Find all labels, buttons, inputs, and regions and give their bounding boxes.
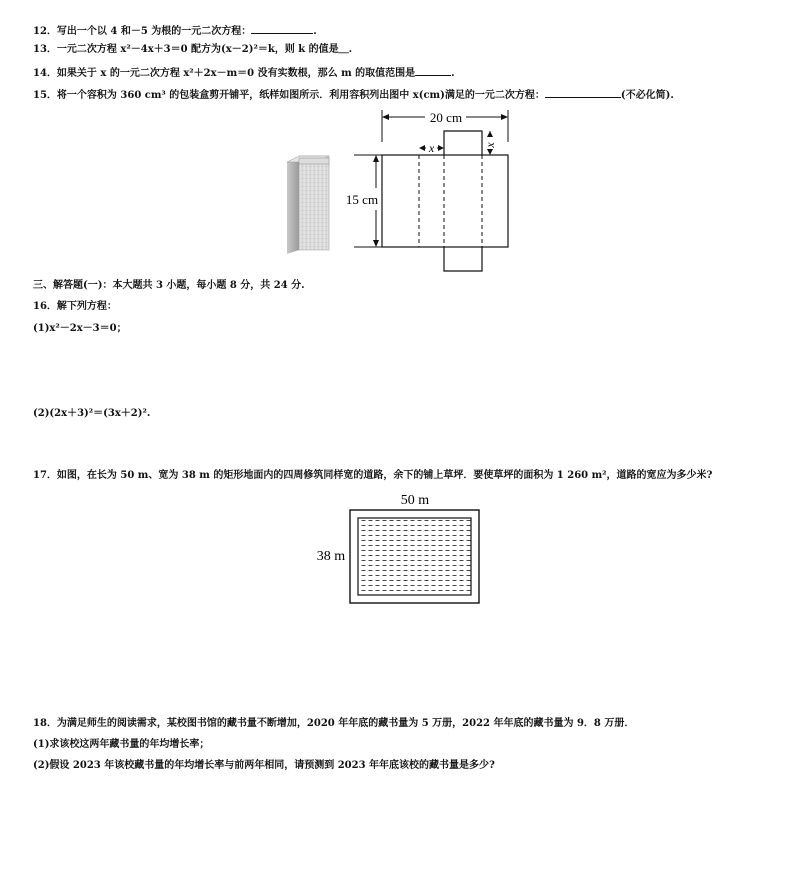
- box-net-diagram: [330, 104, 520, 274]
- q14-suffix: .: [451, 68, 455, 79]
- x-vert-arrow-top: [487, 131, 493, 137]
- question-12: [33, 22, 317, 39]
- question-16-part-2: [33, 407, 150, 421]
- question-18: [33, 717, 634, 731]
- x-vertical-label: x: [483, 142, 497, 148]
- section-3-text: 三、解答题(一)：本大题共 3 小题，每小题 8 分，共 24 分.: [33, 280, 305, 291]
- arrowhead-bottom: [373, 240, 379, 247]
- q13-text: 13．一元二次方程 x²－4x＋3＝0 配方为(x－2)²＝k，则 k 的值是＿.: [33, 44, 353, 55]
- q16-part1-text: (1)x²－2x－3＝0；: [33, 323, 127, 334]
- question-14: [33, 64, 455, 81]
- q15-text: 15．将一个容积为 360 cm³ 的包装盒剪开铺平，纸样如图所示．利用容积列出图中 x(cm)满足的一元二次方程：: [33, 90, 545, 101]
- field-diagram: [305, 488, 490, 606]
- net-main-rect: [382, 155, 508, 247]
- q16-part2-text: (2)(2x＋3)²＝(3x＋2)².: [33, 408, 151, 419]
- box-lid-flap: [299, 158, 329, 164]
- question-17: [33, 469, 712, 483]
- net-top-flap: [444, 131, 482, 155]
- q14-text: 14．如果关于 x 的一元二次方程 x²＋2x－m＝0 没有实数根，那么 m 的取值范围是: [33, 68, 416, 79]
- arrowhead-left: [382, 114, 389, 120]
- x-label: x: [428, 141, 435, 155]
- arrowhead-top: [373, 155, 379, 162]
- q17-text: 17．如图，在长为 50 m、宽为 38 m 的矩形地面内的四周修筑同样宽的道路，余下的铺上草坪．要使草坪的面积为 1 260 m²，道路的宽应为多少米?: [33, 470, 713, 481]
- answer-blank: [251, 22, 313, 34]
- net-bottom-flap: [444, 247, 482, 271]
- answer-blank: [415, 64, 451, 76]
- height-label: 15 cm: [345, 192, 379, 207]
- q16-title-text: 16．解下列方程：: [33, 301, 117, 312]
- x-vert-arrow-bottom: [487, 149, 493, 155]
- question-13: [33, 43, 352, 57]
- q18-text: 18．为满足师生的阅读需求，某校图书馆的藏书量不断增加，2020 年年底的藏书量为 5 万册，2022 年年底的藏书量为 9．8 万册．: [33, 718, 635, 729]
- width-label: 20 cm: [429, 110, 463, 125]
- arrowhead-right: [501, 114, 508, 120]
- question-16-title: [33, 300, 117, 314]
- q18-part1-text: (1)求该校这两年藏书量的年均增长率；: [33, 739, 210, 750]
- section-3-heading: [33, 279, 305, 293]
- length-label: 50 m: [400, 493, 430, 508]
- q15-suffix: (不必化简).: [620, 90, 674, 101]
- q12-text: 12．写出一个以 4 和－5 为根的一元二次方程：: [33, 26, 252, 37]
- q12-suffix: .: [313, 26, 317, 37]
- question-15: [33, 86, 674, 103]
- answer-blank: [545, 86, 621, 98]
- lawn-inner-rect: [358, 518, 471, 595]
- question-16-part-1: [33, 322, 127, 336]
- q18-part2-text: (2)假设 2023 年该校藏书量的年均增长率与前两年相同，请预测到 2023 年年底该校的藏书量是多少?: [33, 760, 495, 771]
- question-18-part-1: [33, 738, 209, 752]
- width-label: 38 m: [316, 549, 346, 564]
- box-front-face: [299, 156, 329, 250]
- box-side-face: [287, 156, 299, 254]
- question-18-part-2: [33, 759, 495, 773]
